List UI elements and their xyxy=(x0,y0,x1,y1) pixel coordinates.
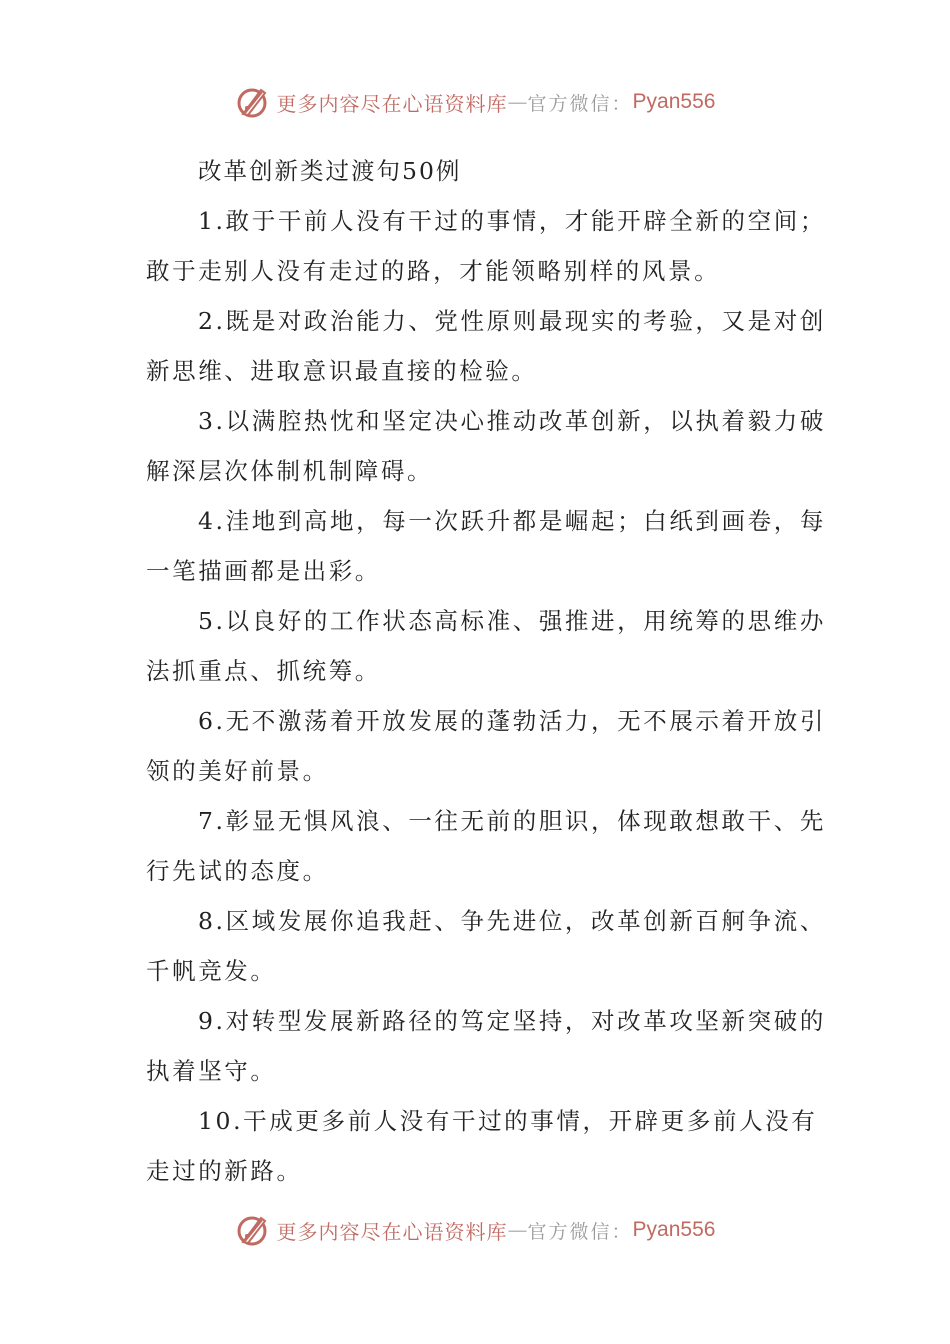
list-item: 5.以良好的工作状态高标准、强推进，用统筹的思维办法抓重点、抓统筹。 xyxy=(146,607,826,685)
quill-pen-logo-icon xyxy=(235,1212,271,1248)
list-item: 10.干成更多前人没有干过的事情，开辟更多前人没有走过的新路。 xyxy=(146,1107,818,1185)
quill-pen-logo-icon xyxy=(235,84,271,120)
wechat-id: Pyan556 xyxy=(632,90,716,113)
banner-dash: — xyxy=(507,90,528,114)
wechat-label: 官方微信： xyxy=(527,1220,633,1243)
banner-dash: — xyxy=(507,1218,528,1242)
header-watermark-banner xyxy=(0,80,950,124)
list-item: 7.彰显无惧风浪、一往无前的胆识，体现敢想敢干、先行先试的态度。 xyxy=(146,807,826,885)
wechat-id: Pyan556 xyxy=(632,1218,716,1241)
brand-text: 更多内容尽在心语资料库 xyxy=(276,1219,508,1244)
list-item: 6.无不激荡着开放发展的蓬勃活力，无不展示着开放引领的美好前景。 xyxy=(146,707,826,785)
document-body xyxy=(146,146,826,1196)
list-item: 1.敢于干前人没有干过的事情，才能开辟全新的空间；敢于走别人没有走过的路，才能领略别样的风景。 xyxy=(146,207,826,285)
wechat-label: 官方微信： xyxy=(527,92,633,115)
list-item: 9.对转型发展新路径的笃定坚持，对改革攻坚新突破的执着坚守。 xyxy=(146,1007,826,1085)
list-item: 2.既是对政治能力、党性原则最现实的考验，又是对创新思维、进取意识最直接的检验。 xyxy=(146,307,826,385)
footer-watermark-banner xyxy=(0,1208,950,1252)
document-title: 改革创新类过渡句50例 xyxy=(198,157,462,185)
list-item: 3.以满腔热忱和坚定决心推动改革创新，以执着毅力破解深层次体制机制障碍。 xyxy=(146,407,826,485)
list-item: 8.区域发展你追我赶、争先进位，改革创新百舸争流、千帆竞发。 xyxy=(146,907,826,985)
brand-text: 更多内容尽在心语资料库 xyxy=(276,91,508,116)
list-item: 4.洼地到高地，每一次跃升都是崛起；白纸到画卷，每一笔描画都是出彩。 xyxy=(146,507,826,585)
